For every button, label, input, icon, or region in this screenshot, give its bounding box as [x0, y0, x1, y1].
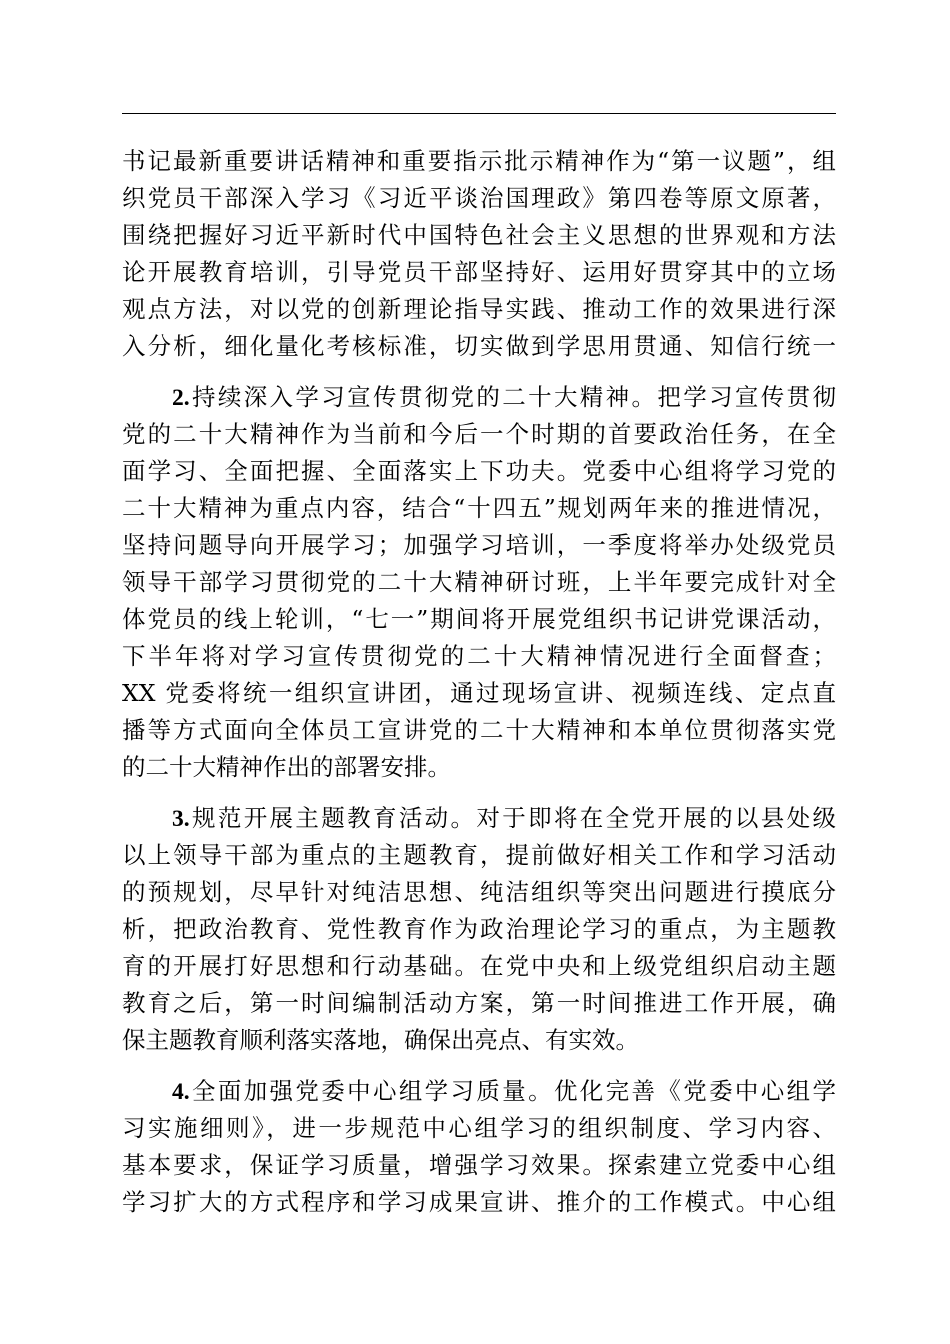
item-number: 3. — [172, 806, 190, 832]
paragraph-line: 织党员干部深入学习《习近平谈治国理政》第四卷等原文原著， — [122, 184, 836, 212]
header-rule — [122, 113, 836, 114]
paragraph-3 — [122, 800, 836, 1059]
item-heading-text: 规范开展主题教育活动。对于即将在全党开展的以县处级 — [189, 804, 836, 832]
item-heading-text: 全面加强党委中心组学习质量。优化完善《党委中心组学 — [189, 1077, 836, 1105]
paragraph-line: 入分析，细化量化考核标准，切实做到学思用贯通、知信行统一 — [122, 332, 836, 360]
paragraph-line: XX 党委将统一组织宣讲团，通过现场宣讲、视频连线、定点直 — [122, 679, 836, 707]
paragraph-first-line — [122, 800, 836, 837]
paragraph-line: 党的二十大精神作为当前和今后一个时期的首要政治任务，在全 — [122, 420, 836, 448]
paragraph-line: 的预规划，尽早针对纯洁思想、纯洁组织等突出问题进行摸底分 — [122, 878, 836, 906]
paragraph-line: 播等方式面向全体员工宣讲党的二十大精神和本单位贯彻落实党 — [122, 716, 836, 744]
paragraph-line: 坚持问题导向开展学习；加强学习培训，一季度将举办处级党员 — [122, 531, 836, 559]
item-number: 4. — [172, 1079, 190, 1105]
item-heading-text: 持续深入学习宣传贯彻党的二十大精神。把学习宣传贯彻 — [189, 383, 836, 411]
paragraph-line: 保主题教育顺利落实落地，确保出亮点、有实效。 — [122, 1026, 639, 1054]
paragraph-line: 二十大精神为重点内容，结合“十四五”规划两年来的推进情况， — [122, 494, 836, 522]
item-number: 2. — [172, 385, 190, 411]
paragraph-line: 的二十大精神作出的部署安排。 — [122, 753, 451, 781]
paragraph-1 — [122, 143, 836, 365]
paragraph-line: 观点方法，对以党的创新理论指导实践、推动工作的效果进行深 — [122, 295, 836, 323]
paragraph-line: 教育之后，第一时间编制活动方案，第一时间推进工作开展，确 — [122, 989, 836, 1017]
paragraph-line: 基本要求，保证学习质量，增强学习效果。探索建立党委中心组 — [122, 1151, 836, 1179]
paragraph-line: 领导干部学习贯彻党的二十大精神研讨班，上半年要完成针对全 — [122, 568, 836, 596]
paragraph-2 — [122, 379, 836, 786]
paragraph-first-line — [122, 1073, 836, 1110]
paragraph-line: 围绕把握好习近平新时代中国特色社会主义思想的世界观和方法 — [122, 221, 836, 249]
paragraph-line: 论开展教育培训，引导党员干部坚持好、运用好贯穿其中的立场 — [122, 258, 836, 286]
paragraph-4 — [122, 1073, 836, 1221]
paragraph-line: 下半年将对学习宣传贯彻党的二十大精神情况进行全面督查； — [122, 642, 836, 670]
paragraph-line: 面学习、全面把握、全面落实上下功夫。党委中心组将学习党的 — [122, 457, 836, 485]
paragraph-first-line — [122, 379, 836, 416]
document-body — [122, 143, 836, 1221]
paragraph-line: 书记最新重要讲话精神和重要指示批示精神作为“第一议题”，组 — [122, 147, 836, 175]
paragraph-line: 习实施细则》，进一步规范中心组学习的组织制度、学习内容、 — [122, 1114, 836, 1142]
paragraph-line: 以上领导干部为重点的主题教育，提前做好相关工作和学习活动 — [122, 841, 836, 869]
paragraph-line: 析，把政治教育、党性教育作为政治理论学习的重点，为主题教 — [122, 915, 836, 943]
paragraph-line: 育的开展打好思想和行动基础。在党中央和上级党组织启动主题 — [122, 952, 836, 980]
paragraph-line: 体党员的线上轮训，“七一”期间将开展党组织书记讲党课活动， — [122, 605, 836, 633]
paragraph-line: 学习扩大的方式程序和学习成果宣讲、推介的工作模式。中心组 — [122, 1188, 836, 1216]
